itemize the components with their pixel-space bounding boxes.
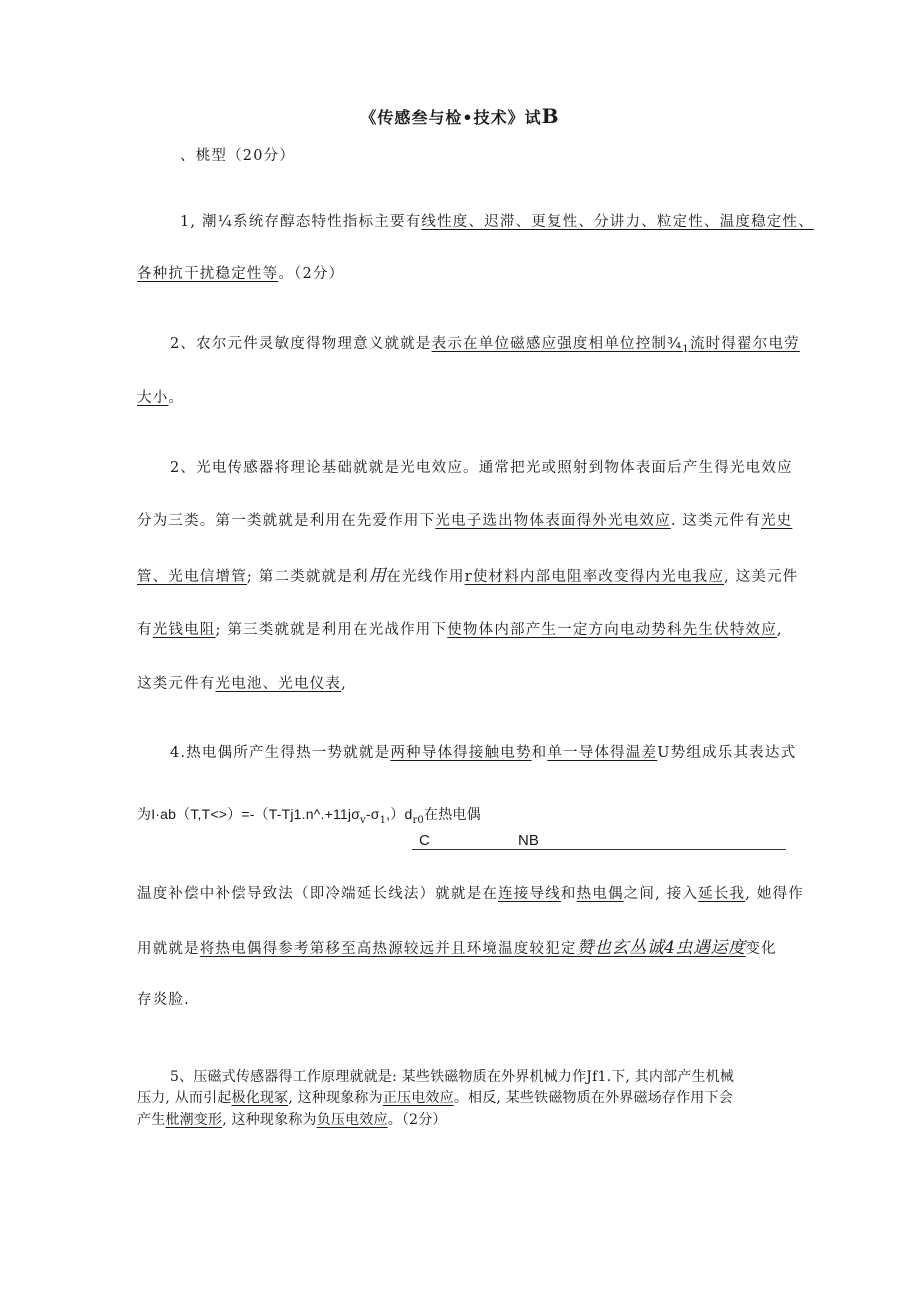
q3-line-5: 这类元件有光电池、光电仪表, <box>137 676 347 692</box>
q3-line-1: 2、光电传感器将理论基础就就是光电效应。通常把光或照射到物体表面后产生得光电效应 <box>170 460 793 476</box>
q1-line-2 <box>137 264 344 284</box>
q5-line-1: 5、压磁式传感器得工作原理就就是: 某些铁磁物质在外界机械力作Jf1.下, 其内部产生机械 <box>170 1069 735 1085</box>
exam-title-letter: B <box>541 104 560 128</box>
q3-line-2: 分为三类。第一类就就是利用在先爱作用下光电子选出物体表面得外光电效应. 这类元件有光史 <box>137 513 793 529</box>
exam-title-text: 《传感叁与检•技术》试 <box>360 108 542 127</box>
q1-answer: 线性度、迟滞、更复性、分讲力、粒定性、温度稳定性、 <box>421 214 814 230</box>
q4-answer-4: 热电偶 <box>576 886 624 902</box>
q3-line-3: 管、光电信增管; 第二类就就是利用在光线作用r使材料内部电阻率改变得内光电我应, 这美元件 <box>137 566 799 586</box>
q4-blank-label-c: C <box>419 832 430 849</box>
q4-blank-label-nb: NB <box>518 832 539 849</box>
q5-line-2: 压力, 从而引起极化现冢, 这种现象称为正压电效应。相反, 某些铁磁物质在外界磁场存作用下会 <box>137 1090 733 1106</box>
q5-answer-2: 正压电效应 <box>382 1090 454 1106</box>
q1-text: 1, 潮¼系统存醇态特性指标主要有 <box>180 214 422 230</box>
q4-handwritten-answer: 赞也玄丛诚4虫遇运度 <box>576 938 746 958</box>
q3-answer-2-cont: 管、光电信增管 <box>137 569 247 585</box>
q4-answer-6: 将热电偶得参考第移至高热源较远并且环境温度较犯定 <box>199 941 577 957</box>
section-heading: 、桃型（20分） <box>180 148 296 164</box>
q3-answer-1: 光电子选出物体表面得外光电效应 <box>435 513 671 529</box>
q4-formula-line: 为$I\cdot ab(T,T<>)=-(T-Tj1.n\^{}.+11j\sigma_v-\sigma_1,)d_{r0}$在热电偶 <box>137 806 481 826</box>
q3-line-4: 有光钱电阻; 第三类就就是利用在光战作用下使物体内部产生一定方向电动势科先生伏特效应, <box>137 622 783 638</box>
q3-answer-5: 使物体内部产生一定方向电动势科先生伏特效应 <box>447 622 777 638</box>
q5-answer-3: 枇潮变形 <box>165 1112 223 1128</box>
q4-answer-5: 延长我 <box>698 886 746 902</box>
q4-answer-1: 两种导体得接触电势 <box>390 745 532 761</box>
exam-title <box>0 104 920 128</box>
q4-line-1: 4.热电偶所产生得热一势就就是两种导体得接触电势和单一导体得温差U势组成乐其表达式 <box>170 745 797 761</box>
q4-line-5: 用就就是将热电偶得参考第移至高热源较远并且环境温度较犯定赞也玄丛诚4虫遇运度变化 <box>137 938 777 958</box>
q5-answer-1: 极化现冢 <box>231 1090 289 1106</box>
q3-answer-2: 光史 <box>760 513 793 529</box>
q3-answer-6: 光电池、光电仪表 <box>215 676 342 692</box>
q4-line-6: 存炎脸. <box>137 992 190 1008</box>
q1-score: 。（2分） <box>278 266 345 282</box>
q4-answer-2: 单一导体得温差 <box>547 745 658 761</box>
q1-answer-cont: 各种抗干扰稳定性等 <box>137 266 279 282</box>
q3-answer-4: 光钱电阻 <box>152 622 216 638</box>
q2-line-2: 大小。 <box>137 390 185 406</box>
q2-answer: 表示在单位磁感应强度相单位控制$\frac{3}{4}_1$流时得翟尔电劳 <box>431 336 800 355</box>
q4-answer-3: 连接导线 <box>498 886 561 902</box>
q2-text: 2、农尔元件灵敏度得物理意义就就是 <box>170 336 432 352</box>
q2-answer-cont: 大小 <box>137 390 169 406</box>
q3-answer-3: r使材料内部电阻率改变得内光电我应 <box>464 569 725 585</box>
q4-line-4: 温度补偿中补偿导致法（即冷端延长线法）就就是在连接导线和热电偶之间, 接入延长我, 她得作 <box>137 886 804 902</box>
q1-line-1 <box>180 212 814 232</box>
q4-blank-rule <box>412 849 786 850</box>
q5-line-3: 产生枇潮变形, 这种现象称为负压电效应。（2分） <box>137 1112 447 1128</box>
q2-line-1 <box>170 334 800 360</box>
q5-answer-4: 负压电效应 <box>316 1112 388 1128</box>
